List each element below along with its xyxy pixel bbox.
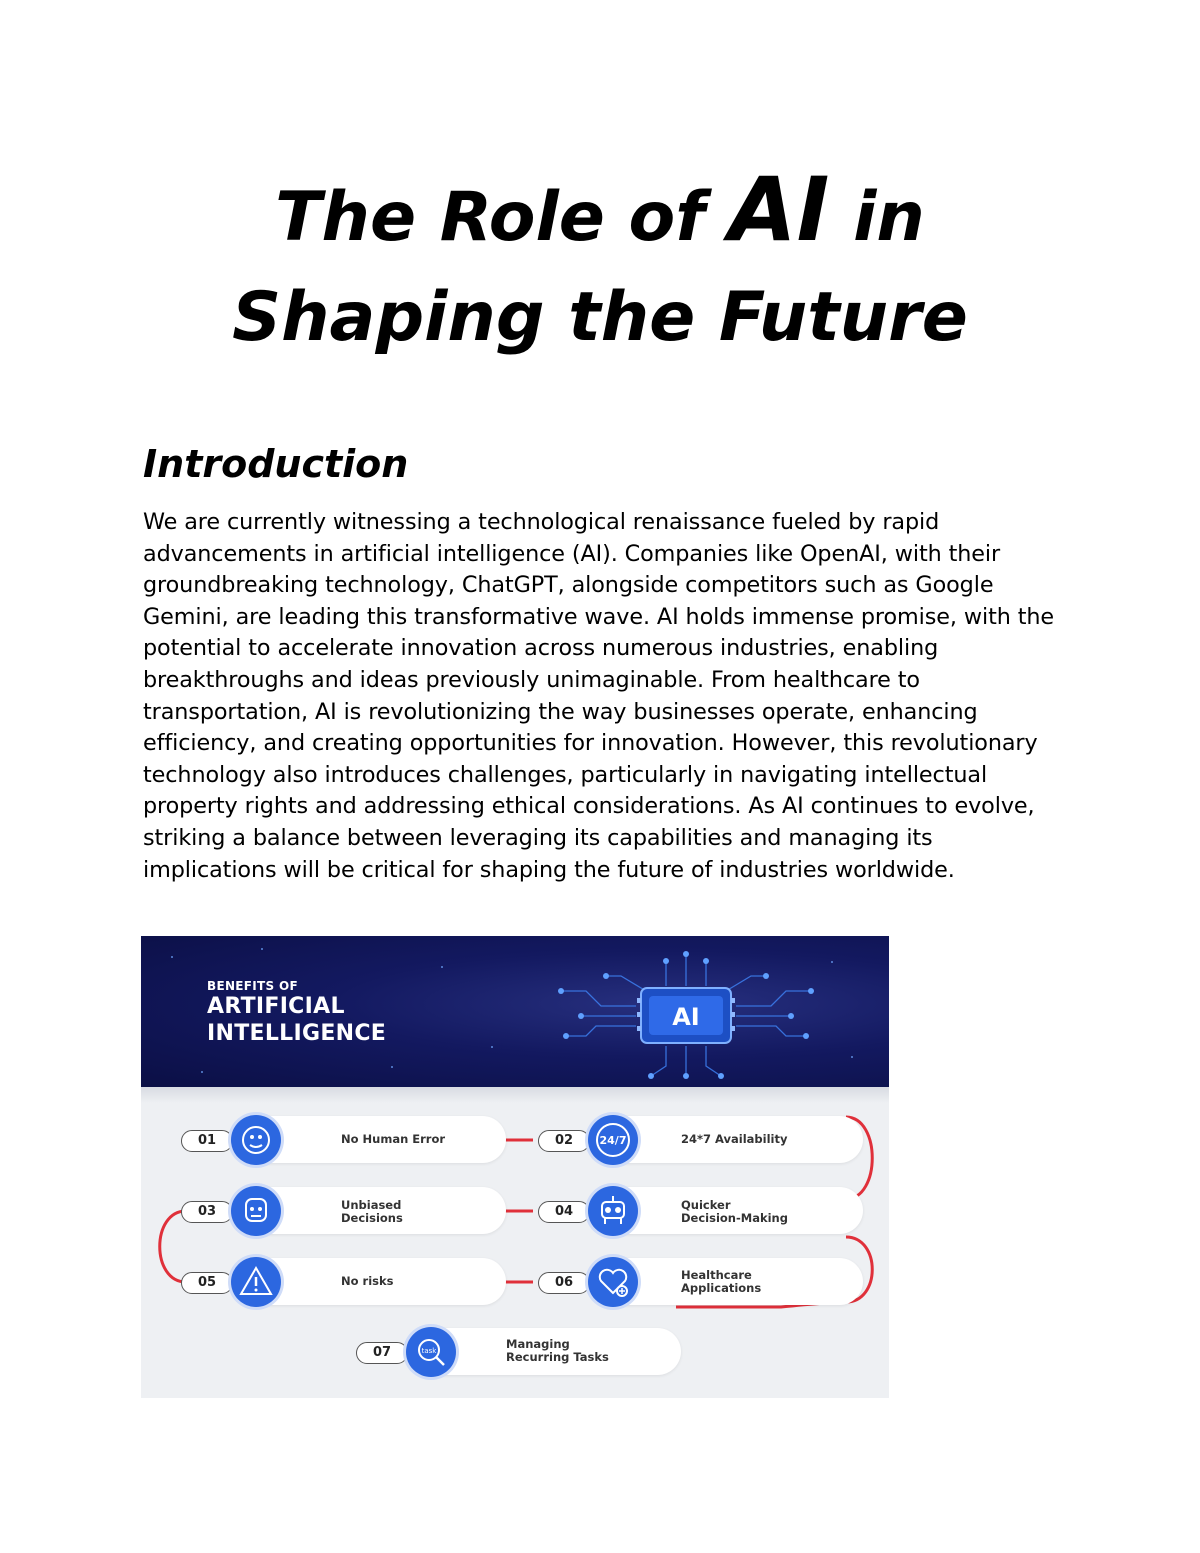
benefit-label: Managing Recurring Tasks	[506, 1337, 609, 1364]
banner-title: ARTIFICIAL INTELLIGENCE	[207, 994, 387, 1046]
benefit-label: 24*7 Availability	[681, 1132, 788, 1146]
svg-text:AI: AI	[672, 1003, 700, 1031]
benefits-infographic	[141, 936, 889, 1398]
face-gear-icon	[231, 1115, 281, 1165]
benefit-label: No Human Error	[341, 1132, 446, 1146]
robot-head-icon	[231, 1186, 281, 1236]
document-title	[0, 160, 1200, 368]
svg-text:24/7: 24/7	[599, 1134, 627, 1147]
benefit-number: 02	[538, 1130, 590, 1152]
title-text-after-ai: in	[853, 178, 925, 257]
title-line-1	[275, 158, 925, 261]
benefit-number: 04	[538, 1201, 590, 1223]
benefit-number: 01	[181, 1130, 233, 1152]
benefit-label: Healthcare Applications	[681, 1268, 762, 1295]
benefit-number: 07	[356, 1342, 408, 1364]
infographic-banner	[141, 936, 889, 1087]
ai-chip-icon	[541, 946, 831, 1081]
introduction-paragraph: We are currently witnessing a technological renaissance fueled by rapid advancements in artificial intelligence (AI). Companies like OpenAI, with their groundbreaking technology, ChatGPT, alongside competitors such as Google Gemini, are leading this transformative wave. AI holds immense promise, with the potential to accelerate innovation across numerous industries, enabling breakthroughs and ideas previously unimaginable. From healthcare to transportation, AI is revolutionizing the way businesses operate, enhancing efficiency, and creating opportunities for innovation. However, this revolutionary technology also introduces challenges, particularly in navigating intellectual property rights and addressing ethical considerations. As AI continues to evolve, striking a balance between leveraging its capabilities and managing its implications will be critical for shaping the future of industries worldwide.	[143, 509, 1055, 883]
robot-icon	[588, 1186, 638, 1236]
introduction-heading: Introduction	[143, 442, 409, 486]
benefit-number: 03	[181, 1201, 233, 1223]
task-gear-icon	[406, 1327, 456, 1377]
benefit-number: 06	[538, 1272, 590, 1294]
banner-subtitle: BENEFITS OF	[207, 979, 298, 993]
title-ai-word: AI	[728, 158, 830, 261]
warning-icon	[231, 1257, 281, 1307]
benefit-number: 05	[181, 1272, 233, 1294]
benefit-label: No risks	[341, 1274, 394, 1288]
heart-medical-icon	[588, 1257, 638, 1307]
clock-24-7-icon	[588, 1115, 638, 1165]
svg-text:task: task	[421, 1347, 437, 1355]
benefit-label: Unbiased Decisions	[341, 1198, 403, 1225]
benefit-label: Quicker Decision-Making	[681, 1198, 788, 1225]
benefits-list	[141, 1087, 889, 1398]
title-line-2: Shaping the Future	[232, 278, 968, 357]
title-text-before-ai: The Role of	[275, 178, 705, 257]
